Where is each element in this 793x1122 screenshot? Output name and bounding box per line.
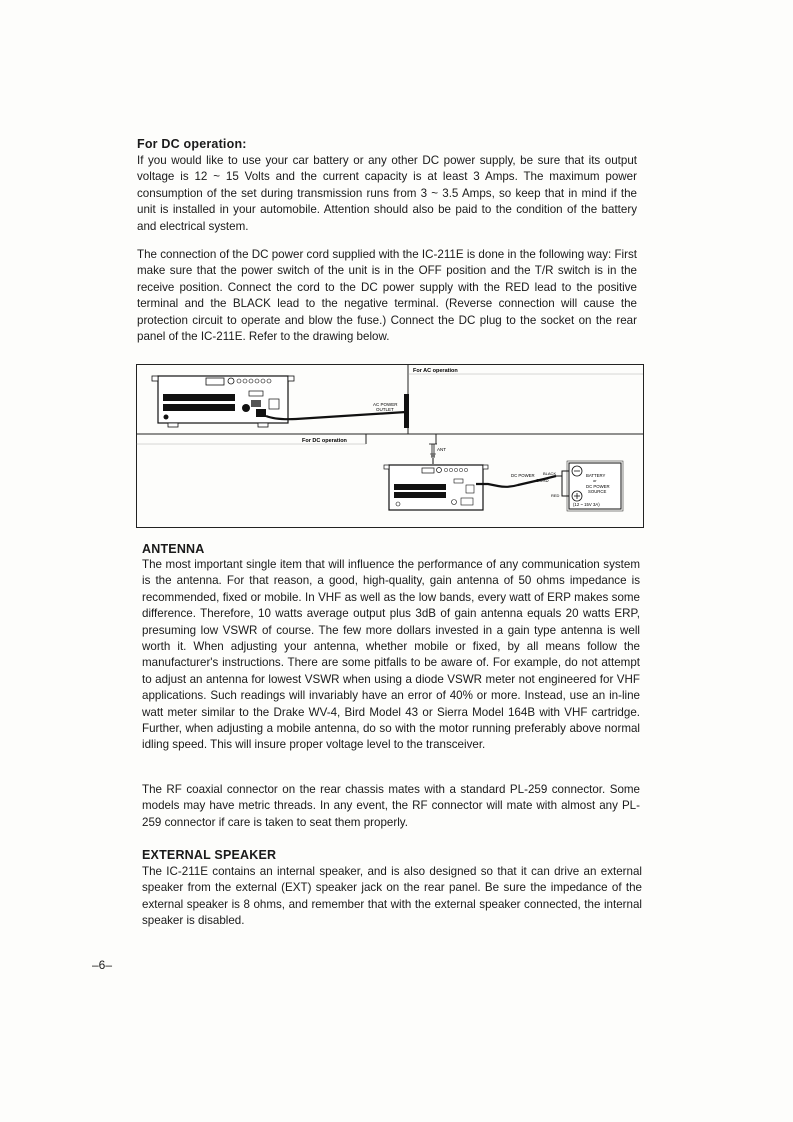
or-label: or (593, 478, 597, 483)
dc-operation-heading: For DC operation: (137, 137, 247, 151)
rating-label: (12 ~ 15V 3A) (573, 502, 600, 507)
external-speaker-heading: EXTERNAL SPEAKER (142, 848, 277, 862)
dc-cord-label-1: DC POWER (511, 473, 535, 478)
connection-diagram-svg (136, 364, 644, 528)
ac-outlet-label-2: OUTLET (376, 407, 394, 412)
antenna-heading: ANTENNA (142, 542, 205, 556)
page-number: –6– (92, 958, 113, 972)
ac-radio-unit (152, 376, 294, 427)
black-lead-label: BLACK (543, 471, 557, 476)
dc-radio-unit (384, 465, 488, 510)
dc-source-label-1: DC POWER (586, 484, 610, 489)
dc-operation-paragraph-1: If you would like to use your car battery or any other DC power supply, be sure that its output voltage is 12 ~ 15 Volts and the current capacity is at least 3 Amps. The maximum power consumption of the set during transmission runs from 3 ~ 3.5 Amps, so keep that in mind if the unit is installed in your automobile. Attention should also be paid to the condition of the battery and electrical system. (137, 154, 637, 233)
external-speaker-paragraph: The IC-211E contains an internal speaker, and is also designed so that it can drive an external speaker from the external (EXT) speaker jack on the rear panel. Be sure the impedance of the external speaker is 8 ohms, and remember that with the external speaker connected, the internal speaker is disabled. (142, 865, 642, 928)
connection-diagram (136, 364, 644, 528)
dc-operation-paragraph-2: The connection of the DC power cord supplied with the IC-211E is done in the following way: First make sure that the power switch of the unit is in the OFF position and the T/R switch is in the receive position. Connect the cord to the DC power supply with the RED lead to the positive terminal and the BLACK lead to the negative terminal. (Reverse connection will cause the protection circuit to operate and blow the fuse.) Connect the DC plug to the socket on the rear panel of the IC-211E. Refer to the drawing below. (137, 248, 637, 344)
ac-outlet-label-1: AC POWER (373, 402, 398, 407)
antenna-paragraph-2: The RF coaxial connector on the rear chassis mates with a standard PL-259 connector. Some models may have metric threads. In any event, the RF connector will mate with almost any PL-259 connector if care is taken to seat them properly. (142, 783, 640, 829)
ac-caption: For AC operation (413, 368, 458, 374)
ant-label: ANT (437, 447, 446, 452)
ac-outlet-plate (404, 394, 409, 428)
antenna-paragraph-1: The most important single item that will influence the performance of any communication system is the antenna. For that reason, a good, high-quality, gain antenna of 50 ohms impedance is recommended, fixed or mobile. In VHF as well as the low bands, every watt of ERP makes some difference. Therefore, 10 watts average output plus 3dB of gain antenna equals 20 watts ERP, presuming low VSWR of course. The few more dollars invested in a gain type antenna is well worth it. When adjusting your antenna, whether mobile or fixed, by all means follow the manufacturer's instructions. There are some pitfalls to be aware of. For example, do not attempt to adjust an antenna for lowest VSWR when using a diode VSWR meter not engineered for VHF applications. Such readings will invariably have an error of 40% or more. Instead, use an in-line watt meter similar to the Drake WV-4, Bird Model 43 or Sierra Model 164B with VHF cartridge. Further, when adjusting a mobile antenna, do so with the motor running preferably above normal idling speed. This will insure proper voltage level to the transceiver. (142, 558, 640, 752)
dc-caption: For DC operation (302, 438, 347, 444)
dc-cord-label-2: CORD (536, 478, 549, 483)
antenna-icon (429, 444, 437, 458)
dc-source-label-2: SOURCE (588, 489, 607, 494)
battery-label: BATTERY (586, 473, 606, 478)
red-lead-label: RED (551, 493, 560, 498)
